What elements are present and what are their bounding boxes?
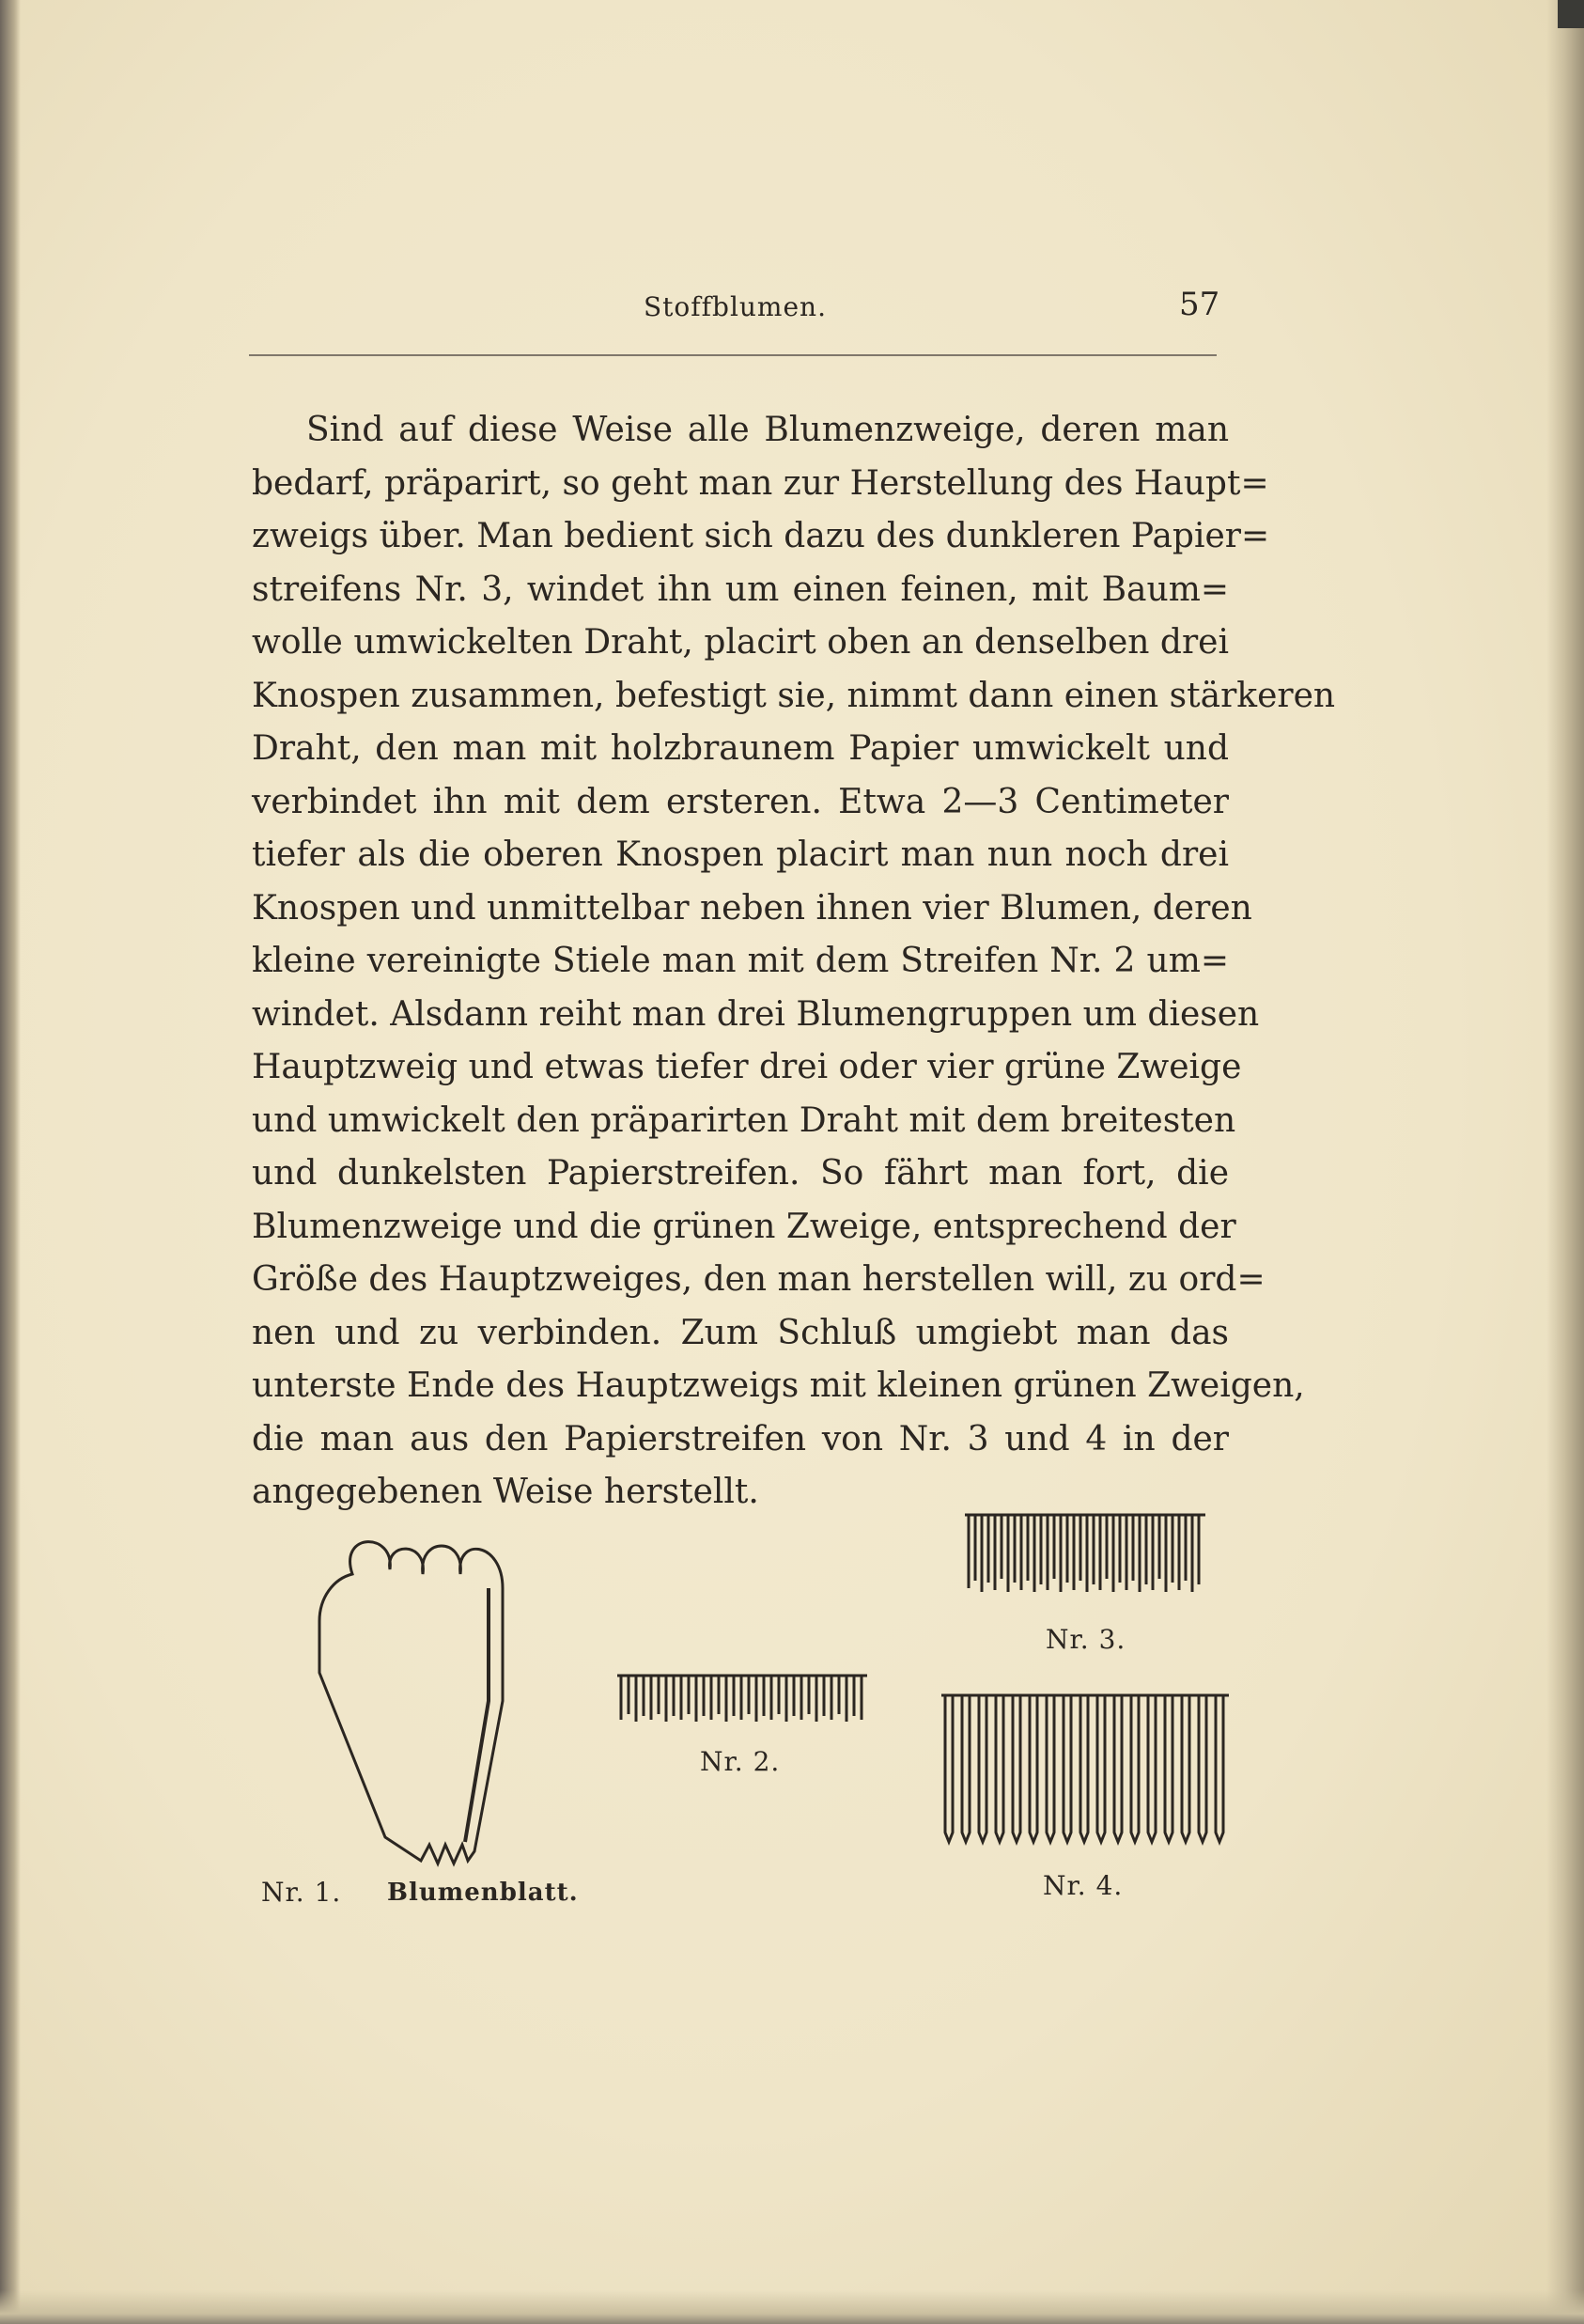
text-line: Größe des Hauptzweiges, den man herstellen will, zu ord= (252, 1260, 1266, 1299)
page-number: 57 (1179, 286, 1220, 323)
text-line: tiefer als die oberen Knospen placirt man nun noch drei (252, 835, 1229, 874)
body-text (252, 404, 1336, 1520)
text-line: Knospen zusammen, befestigt sie, nimmt dann einen stärkeren (252, 676, 1336, 715)
figure-nr3-strip (963, 1511, 1207, 1596)
text-line: Blumenzweige und die grünen Zweige, entsprechend der (252, 1207, 1236, 1246)
page-corner-shadow (1558, 0, 1584, 28)
figure-nr4-label: Nr. 4. (1043, 1870, 1124, 1901)
text-line: verbindet ihn mit dem ersteren. Etwa 2—3 Centimeter (252, 782, 1229, 821)
text-line: bedarf, präparirt, so geht man zur Herstellung des Haupt= (252, 463, 1269, 503)
text-line: zweigs über. Man bedient sich dazu des dunkleren Papier= (252, 517, 1270, 555)
text-line: wolle umwickelten Draht, placirt oben an denselben drei (252, 623, 1229, 662)
running-title: Stoffblumen. (644, 291, 827, 322)
text-line: windet. Alsdann reiht man drei Blumengruppen um diesen (252, 994, 1260, 1034)
text-line: unterste Ende des Hauptzweigs mit kleinen grünen Zweigen, (252, 1366, 1305, 1405)
text-line: angegebenen Weise herstellt. (252, 1473, 759, 1511)
header-rule (249, 354, 1217, 356)
text-line: Draht, den man mit holzbraunem Papier umwickelt und (252, 729, 1229, 768)
page-edge-right (1546, 0, 1584, 2324)
text-line: kleine vereinigte Stiele man mit dem Streifen Nr. 2 um= (252, 942, 1229, 980)
page-edge-bottom (0, 2290, 1584, 2324)
text-line: und umwickelt den präparirten Draht mit dem breitesten (252, 1100, 1236, 1140)
text-line: Knospen und unmittelbar neben ihnen vier Blumen, deren (252, 888, 1252, 928)
figure-nr1-petal (301, 1532, 526, 1879)
figure-nr4-strip (940, 1692, 1231, 1847)
figure-nr2-label: Nr. 2. (700, 1746, 781, 1777)
text-line: die man aus den Papierstreifen von Nr. 3 und 4 in der (252, 1419, 1229, 1458)
text-line: und dunkelsten Papierstreifen. So fährt man fort, die (252, 1154, 1229, 1193)
text-line: streifens Nr. 3, windet ihn um einen feinen, mit Baum= (252, 569, 1229, 609)
figure-nr2-strip (615, 1673, 869, 1725)
text-line: Sind auf diese Weise alle Blumenzweige, deren man (306, 411, 1229, 449)
text-line: Hauptzweig und etwas tiefer drei oder vier grüne Zweige (252, 1048, 1242, 1086)
figure-nr1-label: Nr. 1. (261, 1877, 342, 1908)
figure-nr3-label: Nr. 3. (1046, 1624, 1126, 1655)
text-line: nen und zu verbinden. Zum Schluß umgiebt man das (252, 1313, 1229, 1352)
page-edge-left (0, 0, 21, 2324)
figure-nr1-title: Blumenblatt. (387, 1879, 579, 1907)
